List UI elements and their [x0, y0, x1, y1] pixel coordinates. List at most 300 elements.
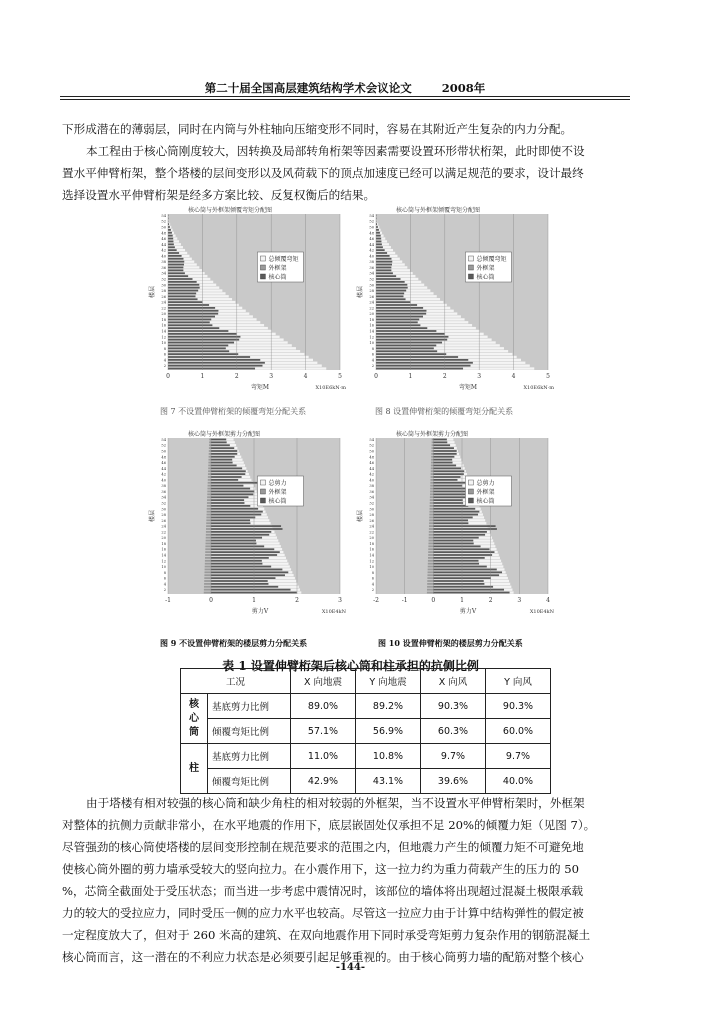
- y-tick-label: 26: [369, 294, 374, 299]
- y-tick-label: 44: [369, 466, 374, 471]
- group-core: 核 心 筒: [181, 694, 208, 744]
- bar-frame: [205, 563, 211, 565]
- bar-frame: [206, 540, 211, 542]
- y-tick-label: 10: [161, 341, 166, 346]
- y-tick-label: 28: [161, 289, 166, 294]
- bar-frame: [428, 545, 433, 547]
- bar-core: [433, 459, 452, 461]
- y-tick-label: 4: [163, 358, 166, 363]
- legend-label: 外框架: [268, 265, 287, 272]
- bar-core: [168, 316, 215, 318]
- bar-frame: [207, 514, 211, 516]
- legend-swatch: [260, 489, 265, 494]
- y-tick-label: 4: [371, 582, 374, 587]
- y-tick-label: 24: [161, 300, 166, 305]
- bar-frame: [429, 534, 434, 536]
- table-row: [181, 744, 551, 769]
- bar-frame: [207, 505, 211, 507]
- bar-frame: [206, 519, 211, 521]
- bar-frame: [205, 566, 211, 568]
- bar-core: [433, 525, 495, 527]
- bar-core: [211, 467, 242, 469]
- y-tick-label: 12: [161, 559, 166, 564]
- y-tick-label: 44: [161, 242, 166, 247]
- text-line: 下形成潜在的薄弱层，同时在内筒与外柱轴向压缩变形不同时，容易在其附近产生复杂的内力分配。: [62, 122, 573, 136]
- bar-core: [211, 577, 275, 579]
- bar-core: [433, 571, 502, 573]
- bar-frame: [208, 485, 211, 487]
- bar-core: [376, 255, 390, 257]
- bar-core: [168, 313, 218, 315]
- bar-core: [211, 511, 263, 513]
- bar-core: [376, 278, 400, 280]
- bar-core: [433, 441, 447, 443]
- conference-title: 第二十届全国高层建筑结构学术会议论文: [204, 81, 412, 95]
- bar-core: [376, 304, 417, 306]
- bar-core: [376, 229, 379, 231]
- text-line: 对整体的抗侧力贡献非常小，在水平地震的作用下，底层嵌固处仅承担不足 20%的倾覆力矩（见图 7）。: [62, 818, 596, 832]
- bar-core: [376, 272, 393, 274]
- bar-core: [433, 473, 463, 475]
- bar-core: [168, 347, 226, 349]
- legend-label: 总倾覆弯矩: [476, 256, 507, 263]
- y-tick-label: 10: [161, 565, 166, 570]
- bar-core: [211, 589, 291, 591]
- x-tick-label: 5: [338, 373, 342, 380]
- text-line: %，芯筒全截面处于受压状态；而当进一步考虑中震情况时，该部位的墙体将出现超过混凝土极限承载: [62, 884, 584, 898]
- bar-core: [168, 246, 175, 248]
- x-tick-label: 1: [460, 597, 464, 604]
- x-tick-label: 3: [517, 597, 522, 604]
- x-tick-label: -1: [401, 597, 408, 604]
- bar-core: [168, 307, 215, 309]
- bar-frame: [432, 441, 434, 443]
- bar-core: [168, 287, 200, 289]
- table-cell: 40.0%: [486, 769, 551, 794]
- y-tick-label: 14: [369, 553, 374, 558]
- bar-core: [376, 310, 426, 312]
- bar-frame: [428, 566, 434, 568]
- bar-core: [211, 519, 250, 521]
- bar-frame: [204, 574, 211, 576]
- bar-frame: [208, 476, 211, 478]
- bar-core: [211, 496, 248, 498]
- bar-core: [168, 339, 239, 341]
- y-tick-label: 20: [369, 536, 374, 541]
- table-cell: 11.0%: [291, 744, 356, 769]
- bar-frame: [209, 441, 211, 443]
- y-tick-label: 40: [161, 478, 166, 483]
- legend-label: 核心筒: [268, 274, 287, 281]
- chart-svg: [356, 428, 556, 618]
- x-tick-label: 1: [408, 373, 413, 380]
- table-cell: 60.0%: [486, 719, 551, 744]
- row-label: 基底剪力比例: [208, 694, 291, 719]
- chart-title: 核心筒与外框架剪力分配图: [396, 431, 469, 438]
- bar-core: [168, 365, 262, 367]
- bar-core: [433, 502, 463, 504]
- bar-frame: [204, 571, 211, 573]
- table-cell: 10.8%: [356, 744, 421, 769]
- text-line: 选择设置水平伸臂桁架是经多方案比较、反复权衡后的结果。: [62, 188, 376, 202]
- bar-core: [433, 534, 485, 536]
- bar-core: [168, 255, 182, 257]
- intro-paragraph: [62, 118, 628, 206]
- y-tick-label: 32: [369, 277, 374, 282]
- bar-core: [168, 359, 260, 361]
- legend-label: 总剪力: [476, 480, 495, 487]
- bar-core: [376, 319, 419, 321]
- bar-core: [211, 502, 244, 504]
- bar-core: [376, 330, 436, 332]
- bar-core: [376, 249, 385, 251]
- bar-frame: [206, 534, 211, 536]
- bar-core: [211, 456, 235, 458]
- y-tick-label: 26: [369, 518, 374, 523]
- bar-frame: [428, 548, 433, 550]
- legend-swatch: [260, 265, 265, 270]
- figure-10-caption: 图 10 设置伸臂桁架的楼层剪力分配关系: [378, 638, 523, 648]
- bar-frame: [209, 447, 211, 449]
- bar-core: [376, 316, 423, 318]
- bar-frame: [430, 496, 433, 498]
- bar-core: [376, 339, 447, 341]
- table-cell: 90.3%: [421, 694, 486, 719]
- bar-core: [168, 324, 212, 326]
- bar-core: [433, 543, 473, 545]
- bar-core: [211, 571, 288, 573]
- y-axis-label: 楼层: [357, 285, 364, 299]
- bar-core: [211, 566, 271, 568]
- bar-core: [433, 496, 466, 498]
- bar-core: [376, 290, 406, 292]
- y-tick-label: 36: [161, 265, 166, 270]
- y-tick-label: 2: [163, 364, 166, 369]
- bar-core: [376, 362, 473, 364]
- x-tick-label: 0: [209, 597, 213, 604]
- bar-frame: [428, 543, 433, 545]
- bar-core: [433, 586, 493, 588]
- y-tick-label: 18: [161, 317, 166, 322]
- bar-frame: [208, 482, 211, 484]
- bar-frame: [431, 450, 433, 452]
- bar-core: [376, 324, 420, 326]
- bar-core: [168, 319, 211, 321]
- bar-core: [376, 264, 392, 266]
- y-tick-label: 34: [161, 271, 166, 276]
- y-tick-label: 54: [369, 437, 374, 442]
- bar-core: [211, 560, 262, 562]
- bar-core: [211, 517, 255, 519]
- bar-core: [433, 569, 496, 571]
- y-tick-label: 46: [161, 237, 166, 242]
- bar-core: [433, 447, 454, 449]
- bar-frame: [430, 491, 433, 493]
- bar-frame: [204, 589, 211, 591]
- page-number: -144-: [335, 962, 366, 973]
- text-line: 由于塔楼有相对较强的核心筒和缺少角柱的相对较弱的外框架，当不设置水平伸臂桁架时，外框架: [86, 796, 585, 810]
- legend-swatch: [468, 480, 473, 485]
- bar-core: [376, 246, 383, 248]
- y-tick-label: 6: [163, 352, 166, 357]
- bar-frame: [206, 528, 211, 530]
- bar-core: [168, 272, 185, 274]
- bar-frame: [204, 577, 211, 579]
- y-tick-label: 24: [369, 524, 374, 529]
- bar-frame: [207, 488, 211, 490]
- bar-core: [168, 310, 218, 312]
- y-tick-label: 48: [369, 231, 374, 236]
- y-tick-label: 30: [369, 283, 374, 288]
- bar-frame: [430, 479, 433, 481]
- legend-label: 核心筒: [268, 498, 287, 505]
- y-tick-label: 16: [161, 323, 166, 328]
- y-tick-label: 36: [161, 489, 166, 494]
- bar-core: [376, 359, 468, 361]
- bar-core: [433, 462, 452, 464]
- y-tick-label: 12: [369, 559, 374, 564]
- table-title: 表 1 设置伸臂桁架后核心筒和柱承担的抗侧比例: [222, 659, 479, 673]
- bar-core: [168, 275, 188, 277]
- text-line: 核心筒而言，这一潜在的不利应力状态是必须要引起足够重视的。由于核心筒剪力墙的配筋对整个核心: [62, 950, 584, 964]
- bar-frame: [429, 525, 433, 527]
- table-header-row: [181, 669, 551, 694]
- bar-frame: [430, 508, 434, 510]
- bar-frame: [205, 551, 211, 553]
- bar-frame: [431, 465, 433, 467]
- bar-frame: [205, 554, 211, 556]
- bar-core: [376, 243, 382, 245]
- bar-frame: [427, 574, 433, 576]
- y-tick-label: 50: [369, 225, 374, 230]
- bar-frame: [209, 453, 211, 455]
- conference-year: 2008年: [441, 81, 486, 95]
- figure-9-caption: 图 9 不设置伸臂桁架的楼层剪力分配关系: [160, 638, 308, 648]
- bar-core: [168, 293, 196, 295]
- legend-swatch: [260, 274, 265, 279]
- bar-core: [211, 586, 278, 588]
- x-tick-label: -1: [165, 597, 171, 604]
- bar-frame: [428, 554, 433, 556]
- bar-frame: [207, 493, 211, 495]
- bar-frame: [431, 456, 433, 458]
- bar-core: [168, 298, 198, 300]
- bar-frame: [431, 447, 433, 449]
- bar-core: [433, 485, 462, 487]
- bar-core: [211, 450, 237, 452]
- table-cell: 60.3%: [421, 719, 486, 744]
- y-tick-label: 48: [161, 231, 166, 236]
- bar-core: [433, 537, 478, 539]
- y-tick-label: 10: [369, 341, 374, 346]
- y-tick-label: 6: [371, 576, 374, 581]
- y-tick-label: 24: [369, 300, 374, 305]
- y-tick-label: 32: [161, 277, 166, 282]
- y-tick-label: 12: [161, 335, 166, 340]
- bar-core: [433, 522, 468, 524]
- table-cell: 57.1%: [291, 719, 356, 744]
- legend-label: 核心筒: [476, 274, 495, 281]
- bar-core: [211, 537, 262, 539]
- bar-core: [376, 238, 381, 240]
- bar-core: [168, 249, 177, 251]
- y-tick-label: 8: [163, 346, 166, 351]
- bar-core: [376, 342, 442, 344]
- text-line: 置水平伸臂桁架，整个塔楼的层间变形以及风荷载下的顶点加速度已经可以满足规范的要求，设计最终: [62, 166, 584, 180]
- y-tick-label: 42: [369, 472, 374, 477]
- y-tick-label: 46: [161, 461, 166, 466]
- bar-frame: [430, 505, 434, 507]
- chart-svg: [148, 428, 348, 618]
- bar-core: [168, 342, 234, 344]
- y-tick-label: 40: [369, 254, 374, 259]
- y-tick-label: 22: [161, 306, 166, 311]
- bar-core: [211, 462, 233, 464]
- table-header-cell: X 向地震: [291, 669, 356, 694]
- legend-swatch: [260, 498, 265, 503]
- bar-frame: [205, 560, 211, 562]
- bar-frame: [204, 586, 211, 588]
- bar-core: [211, 447, 234, 449]
- group-column: 柱: [181, 744, 208, 794]
- row-label: 基底剪力比例: [208, 744, 291, 769]
- bar-frame: [208, 470, 211, 472]
- x-tick-label: 1: [200, 373, 205, 380]
- y-tick-label: 20: [161, 312, 166, 317]
- table-cell: 89.2%: [356, 694, 421, 719]
- bar-core: [211, 508, 258, 510]
- bar-core: [211, 540, 256, 542]
- bar-core: [211, 482, 259, 484]
- bar-core: [168, 243, 174, 245]
- bar-frame: [430, 499, 434, 501]
- running-header: [60, 80, 630, 96]
- bar-core: [433, 566, 486, 568]
- table-header-cell: Y 向风: [486, 669, 551, 694]
- bar-core: [433, 531, 487, 533]
- y-axis-label: 楼层: [357, 509, 364, 523]
- bar-frame: [204, 580, 211, 582]
- bar-core: [376, 252, 387, 254]
- legend-label: 总倾覆弯矩: [268, 256, 299, 263]
- bar-core: [211, 476, 242, 478]
- bar-frame: [204, 592, 211, 594]
- x-tick-label: 2: [234, 373, 239, 380]
- bar-core: [376, 287, 408, 289]
- bar-core: [433, 511, 479, 513]
- bar-frame: [205, 557, 211, 559]
- legend-swatch: [468, 256, 473, 261]
- y-tick-label: 2: [371, 364, 374, 369]
- x-tick-label: 3: [477, 373, 482, 380]
- bar-core: [168, 241, 173, 243]
- table-cell: 9.7%: [486, 744, 551, 769]
- bar-core: [376, 321, 418, 323]
- x-tick-label: 0: [166, 373, 170, 380]
- x-tick-label: 1: [252, 597, 256, 604]
- y-tick-label: 52: [369, 443, 374, 448]
- bar-core: [211, 531, 271, 533]
- y-tick-label: 42: [161, 472, 166, 477]
- table-header-cell: 工况: [181, 669, 291, 694]
- bar-core: [433, 519, 468, 521]
- bar-core: [211, 479, 238, 481]
- bar-core: [168, 321, 210, 323]
- bar-frame: [208, 467, 211, 469]
- y-tick-label: 26: [161, 518, 166, 523]
- bar-core: [433, 551, 494, 553]
- chart-title: 核心筒与外框架剪力分配图: [188, 431, 261, 438]
- x-axis-label: 弯矩M: [250, 384, 270, 391]
- bar-frame: [429, 519, 433, 521]
- x-tick-label: 4: [303, 373, 308, 380]
- bar-core: [211, 453, 237, 455]
- bar-frame: [427, 589, 433, 591]
- x-tick-label: 0: [431, 597, 436, 604]
- bar-frame: [209, 450, 211, 452]
- text-line: 尽管强劲的核心筒使塔楼的层间变形控制在规范要求的范围之内，但地震力产生的倾覆力矩不可避免地: [62, 840, 584, 854]
- bar-core: [433, 517, 472, 519]
- x-axis-label: 弯矩M: [458, 384, 478, 391]
- unit-label: X10E6kN·m: [315, 385, 346, 391]
- bar-frame: [430, 485, 433, 487]
- bar-frame: [205, 548, 211, 550]
- bar-frame: [427, 580, 433, 582]
- y-tick-label: 10: [369, 565, 374, 570]
- bar-frame: [428, 571, 434, 573]
- bar-core: [433, 574, 499, 576]
- y-tick-label: 12: [369, 335, 374, 340]
- legend-swatch: [468, 489, 473, 494]
- bar-core: [376, 261, 392, 263]
- text-line: 本工程由于核心筒刚度较大，因转换及局部转角桁架等因素需要设置环形带状桁架，此时即使不设: [86, 144, 585, 158]
- bar-core: [211, 485, 243, 487]
- bar-core: [433, 557, 484, 559]
- bar-frame: [430, 502, 434, 504]
- y-tick-label: 26: [161, 294, 166, 299]
- bar-core: [211, 493, 253, 495]
- bar-frame: [209, 439, 211, 441]
- bar-core: [168, 368, 255, 370]
- y-tick-label: 38: [161, 484, 166, 489]
- y-tick-label: 18: [369, 541, 374, 546]
- figure-10-chart: [356, 428, 556, 618]
- y-tick-label: 32: [369, 501, 374, 506]
- bar-core: [168, 238, 173, 240]
- bar-core: [376, 281, 405, 283]
- bar-core: [168, 290, 198, 292]
- y-tick-label: 6: [371, 352, 374, 357]
- y-tick-label: 4: [163, 582, 166, 587]
- bar-core: [168, 261, 184, 263]
- bar-frame: [429, 511, 433, 513]
- row-label: 倾覆弯矩比例: [208, 719, 291, 744]
- bar-core: [211, 514, 261, 516]
- bar-frame: [208, 479, 211, 481]
- bar-core: [376, 226, 378, 228]
- chart-svg: [356, 204, 556, 394]
- y-tick-label: 38: [369, 260, 374, 265]
- bar-core: [376, 356, 458, 358]
- bar-frame: [431, 453, 433, 455]
- table-cell: 89.0%: [291, 694, 356, 719]
- y-tick-label: 42: [369, 248, 374, 253]
- bar-core: [433, 563, 479, 565]
- bar-core: [433, 505, 468, 507]
- bar-frame: [206, 537, 211, 539]
- bar-frame: [431, 470, 434, 472]
- y-tick-label: 48: [369, 455, 374, 460]
